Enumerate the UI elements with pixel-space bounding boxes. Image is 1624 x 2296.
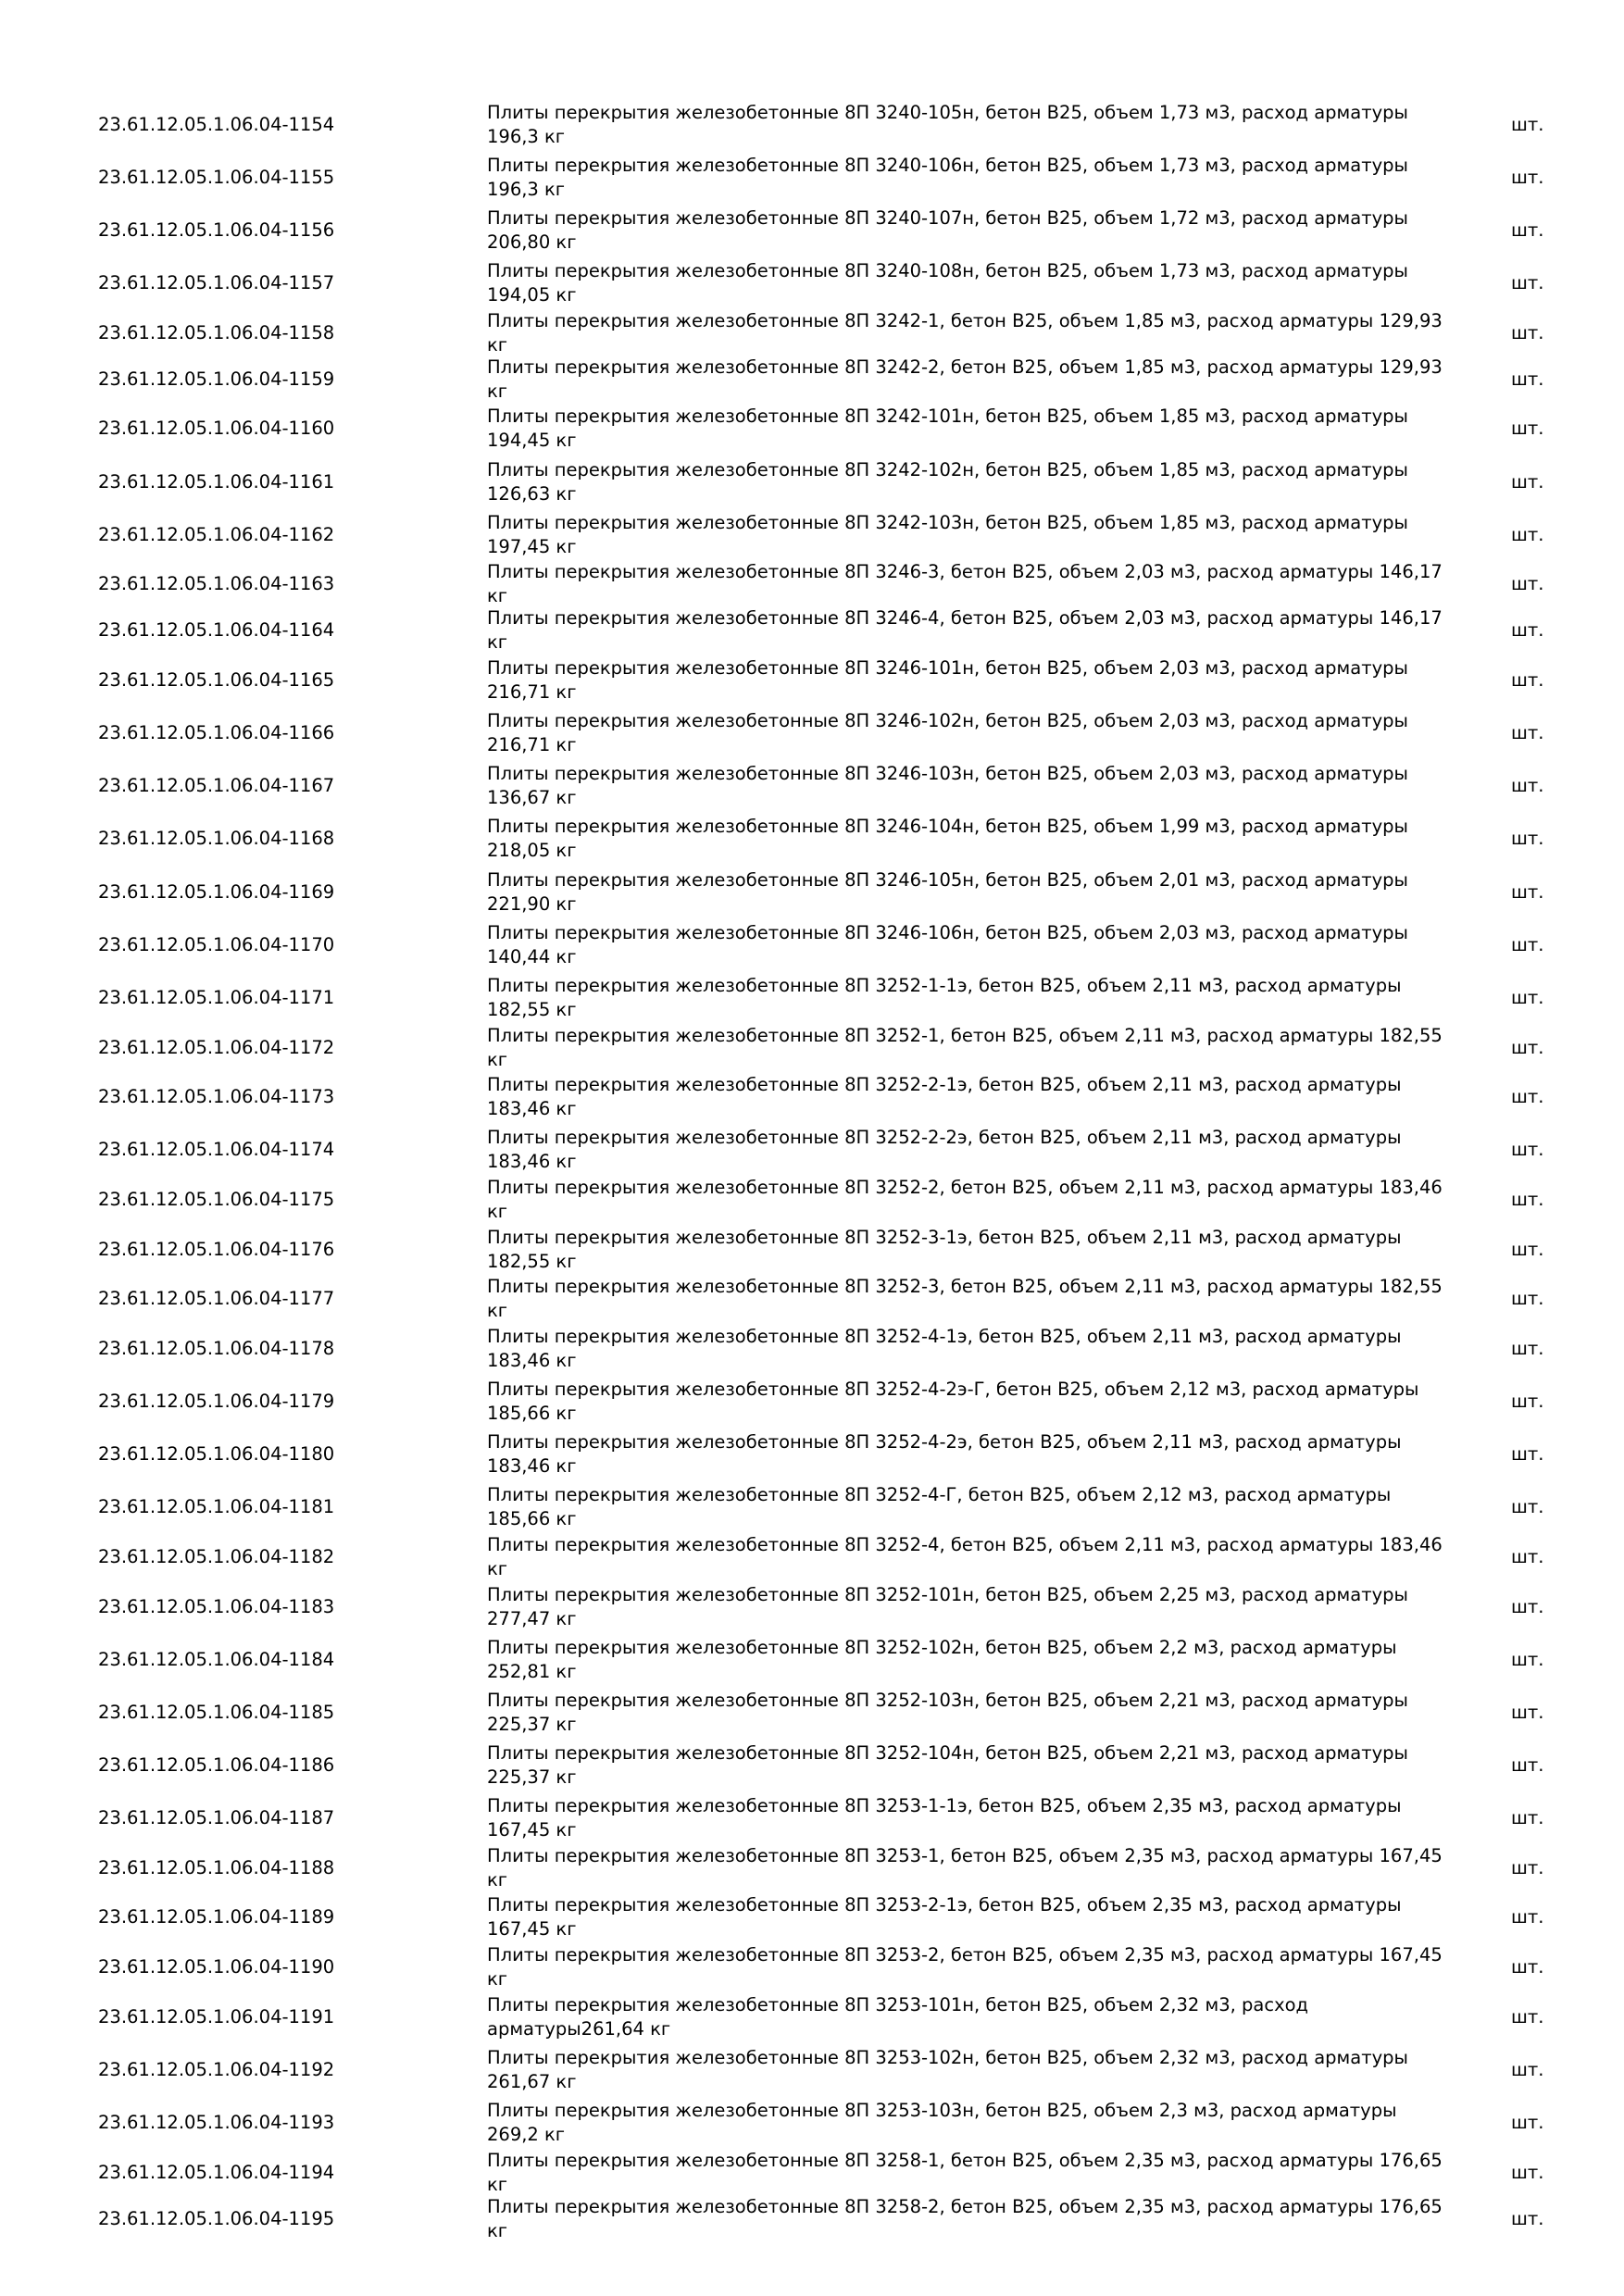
item-code: 23.61.12.05.1.06.04-1186 <box>98 1754 335 1777</box>
item-unit: шт. <box>1511 523 1544 545</box>
item-unit: шт. <box>1511 2058 1544 2080</box>
price-table <box>0 98 1624 2242</box>
item-unit: шт. <box>1511 828 1544 850</box>
item-code: 23.61.12.05.1.06.04-1181 <box>98 1496 335 1518</box>
item-code: 23.61.12.05.1.06.04-1190 <box>98 1956 335 1978</box>
item-description: Плиты перекрытия железобетонные 8П 3242-102н, бетон В25, объем 1,85 м3, расход арматуры 126,63 кг <box>487 458 1408 505</box>
table-row <box>0 2043 1624 2096</box>
item-unit: шт. <box>1511 668 1544 691</box>
table-row <box>0 1686 1624 1739</box>
item-code: 23.61.12.05.1.06.04-1185 <box>98 1701 335 1723</box>
item-code: 23.61.12.05.1.06.04-1169 <box>98 880 335 903</box>
item-code: 23.61.12.05.1.06.04-1188 <box>98 1856 335 1878</box>
item-description: Плиты перекрытия железобетонные 8П 3252-2-1э, бетон В25, объем 2,11 м3, расход арматуры 183,46 кг <box>487 1074 1402 1120</box>
table-row <box>0 654 1624 706</box>
item-description: Плиты перекрытия железобетонные 8П 3253-102н, бетон В25, объем 2,32 м3, расход арматуры 261,67 кг <box>487 2046 1408 2092</box>
item-unit: шт. <box>1511 2112 1544 2134</box>
item-description: Плиты перекрытия железобетонные 8П 3252-102н, бетон В25, объем 2,2 м3, расход арматуры 252,81 кг <box>487 1636 1397 1682</box>
item-description: Плиты перекрытия железобетонные 8П 3246-104н, бетон В25, объем 1,99 м3, расход арматуры 218,05 кг <box>487 816 1408 862</box>
item-unit: шт. <box>1511 1754 1544 1777</box>
item-description: Плиты перекрытия железобетонные 8П 3252-104н, бетон В25, объем 2,21 м3, расход арматуры 225,37 кг <box>487 1742 1408 1789</box>
item-code: 23.61.12.05.1.06.04-1189 <box>98 1906 335 1928</box>
item-unit: шт. <box>1511 1807 1544 1829</box>
item-code: 23.61.12.05.1.06.04-1156 <box>98 218 335 241</box>
item-description: Плиты перекрытия железобетонные 8П 3246-3, бетон В25, объем 2,03 м3, расход арматуры 146,17 кг <box>487 561 1443 607</box>
table-row <box>0 98 1624 151</box>
table-row <box>0 760 1624 813</box>
item-code: 23.61.12.05.1.06.04-1155 <box>98 166 335 188</box>
item-description: Плиты перекрытия железобетонные 8П 3246-102н, бетон В25, объем 2,03 м3, расход арматуры 216,71 кг <box>487 710 1408 756</box>
table-row <box>0 2150 1624 2196</box>
item-unit: шт. <box>1511 113 1544 135</box>
item-unit: шт. <box>1511 1595 1544 1617</box>
table-row <box>0 455 1624 508</box>
item-code: 23.61.12.05.1.06.04-1193 <box>98 2112 335 2134</box>
table-row <box>0 866 1624 918</box>
item-code: 23.61.12.05.1.06.04-1162 <box>98 523 335 545</box>
item-description: Плиты перекрытия железобетонные 8П 3252-101н, бетон В25, объем 2,25 м3, расход арматуры 277,47 кг <box>487 1583 1408 1629</box>
item-code: 23.61.12.05.1.06.04-1182 <box>98 1545 335 1567</box>
item-code: 23.61.12.05.1.06.04-1180 <box>98 1443 335 1466</box>
item-code: 23.61.12.05.1.06.04-1164 <box>98 619 335 642</box>
item-code: 23.61.12.05.1.06.04-1178 <box>98 1337 335 1359</box>
item-code: 23.61.12.05.1.06.04-1179 <box>98 1390 335 1412</box>
item-unit: шт. <box>1511 1906 1544 1928</box>
item-code: 23.61.12.05.1.06.04-1173 <box>98 1086 335 1108</box>
table-row <box>0 1429 1624 1481</box>
item-description: Плиты перекрытия железобетонные 8П 3253-101н, бетон В25, объем 2,32 м3, расход арматуры261,64 кг <box>487 1993 1309 2040</box>
table-row <box>0 971 1624 1024</box>
table-row <box>0 1534 1624 1580</box>
item-code: 23.61.12.05.1.06.04-1183 <box>98 1595 335 1617</box>
item-code: 23.61.12.05.1.06.04-1161 <box>98 470 335 493</box>
table-row <box>0 1944 1624 1990</box>
item-description: Плиты перекрытия железобетонные 8П 3240-106н, бетон В25, объем 1,73 м3, расход арматуры 196,3 кг <box>487 154 1408 200</box>
item-unit: шт. <box>1511 166 1544 188</box>
item-code: 23.61.12.05.1.06.04-1163 <box>98 573 335 595</box>
item-unit: шт. <box>1511 321 1544 343</box>
table-row <box>0 508 1624 561</box>
item-unit: шт. <box>1511 218 1544 241</box>
table-row <box>0 204 1624 256</box>
item-unit: шт. <box>1511 1238 1544 1260</box>
table-row <box>0 2196 1624 2242</box>
table-row <box>0 1071 1624 1124</box>
item-unit: шт. <box>1511 1545 1544 1567</box>
table-row <box>0 1740 1624 1792</box>
table-row <box>0 1375 1624 1428</box>
item-unit: шт. <box>1511 1443 1544 1466</box>
item-code: 23.61.12.05.1.06.04-1192 <box>98 2058 335 2080</box>
item-description: Плиты перекрытия железобетонные 8П 3240-108н, бетон В25, объем 1,73 м3, расход арматуры 194,05 кг <box>487 260 1408 306</box>
item-unit: шт. <box>1511 1337 1544 1359</box>
item-description: Плиты перекрытия железобетонные 8П 3252-1, бетон В25, объем 2,11 м3, расход арматуры 182,55 кг <box>487 1024 1443 1070</box>
item-unit: шт. <box>1511 1390 1544 1412</box>
item-description: Плиты перекрытия железобетонные 8П 3253-2-1э, бетон В25, объем 2,35 м3, расход арматуры 167,45 кг <box>487 1894 1402 1940</box>
item-description: Плиты перекрытия железобетонные 8П 3253-103н, бетон В25, объем 2,3 м3, расход арматуры 269,2 кг <box>487 2100 1397 2146</box>
table-row <box>0 1580 1624 1633</box>
item-description: Плиты перекрытия железобетонные 8П 3253-2, бетон В25, объем 2,35 м3, расход арматуры 167,45 кг <box>487 1944 1443 1990</box>
item-description: Плиты перекрытия железобетонные 8П 3252-2-2э, бетон В25, объем 2,11 м3, расход арматуры 183,46 кг <box>487 1127 1402 1173</box>
item-unit: шт. <box>1511 987 1544 1009</box>
item-description: Плиты перекрытия железобетонные 8П 3246-103н, бетон В25, объем 2,03 м3, расход арматуры 136,67 кг <box>487 763 1408 809</box>
item-description: Плиты перекрытия железобетонные 8П 3258-2, бетон В25, объем 2,35 м3, расход арматуры 176,65 кг <box>487 2195 1443 2241</box>
item-code: 23.61.12.05.1.06.04-1170 <box>98 933 335 955</box>
item-unit: шт. <box>1511 1648 1544 1670</box>
item-code: 23.61.12.05.1.06.04-1158 <box>98 321 335 343</box>
item-unit: шт. <box>1511 418 1544 440</box>
table-row <box>0 1891 1624 1944</box>
item-description: Плиты перекрытия железобетонные 8П 3240-105н, бетон В25, объем 1,73 м3, расход арматуры 196,3 кг <box>487 101 1408 147</box>
table-row <box>0 151 1624 204</box>
item-description: Плиты перекрытия железобетонные 8П 3246-105н, бетон В25, объем 2,01 м3, расход арматуры 221,90 кг <box>487 868 1408 915</box>
item-code: 23.61.12.05.1.06.04-1159 <box>98 368 335 390</box>
item-description: Плиты перекрытия железобетонные 8П 3258-1, бетон В25, объем 2,35 м3, расход арматуры 176,65 кг <box>487 2149 1443 2195</box>
item-code: 23.61.12.05.1.06.04-1167 <box>98 775 335 797</box>
item-description: Плиты перекрытия железобетонные 8П 3252-103н, бетон В25, объем 2,21 м3, расход арматуры 225,37 кг <box>487 1689 1408 1735</box>
item-description: Плиты перекрытия железобетонные 8П 3253-1-1э, бетон В25, объем 2,35 м3, расход арматуры 167,45 кг <box>487 1795 1402 1841</box>
table-row <box>0 1633 1624 1686</box>
table-row <box>0 707 1624 760</box>
item-code: 23.61.12.05.1.06.04-1160 <box>98 418 335 440</box>
item-code: 23.61.12.05.1.06.04-1177 <box>98 1288 335 1310</box>
item-code: 23.61.12.05.1.06.04-1195 <box>98 2207 335 2229</box>
table-row <box>0 1845 1624 1891</box>
item-unit: шт. <box>1511 368 1544 390</box>
table-row <box>0 1792 1624 1845</box>
table-row <box>0 310 1624 356</box>
item-unit: шт. <box>1511 775 1544 797</box>
item-code: 23.61.12.05.1.06.04-1171 <box>98 987 335 1009</box>
item-description: Плиты перекрытия железобетонные 8П 3242-103н, бетон В25, объем 1,85 м3, расход арматуры 197,45 кг <box>487 511 1408 557</box>
item-unit: шт. <box>1511 2207 1544 2229</box>
item-description: Плиты перекрытия железобетонные 8П 3252-4-1э, бетон В25, объем 2,11 м3, расход арматуры 183,46 кг <box>487 1325 1402 1371</box>
item-unit: шт. <box>1511 1496 1544 1518</box>
item-code: 23.61.12.05.1.06.04-1172 <box>98 1036 335 1058</box>
table-row <box>0 2096 1624 2149</box>
table-row <box>0 356 1624 403</box>
table-row <box>0 1276 1624 1322</box>
item-code: 23.61.12.05.1.06.04-1154 <box>98 113 335 135</box>
table-row <box>0 813 1624 866</box>
item-description: Плиты перекрытия железобетонные 8П 3246-4, бетон В25, объем 2,03 м3, расход арматуры 146,17 кг <box>487 607 1443 654</box>
table-row <box>0 1322 1624 1375</box>
item-unit: шт. <box>1511 1036 1544 1058</box>
item-description: Плиты перекрытия железобетонные 8П 3252-4, бетон В25, объем 2,11 м3, расход арматуры 183,46 кг <box>487 1533 1443 1579</box>
table-row <box>0 1124 1624 1177</box>
item-code: 23.61.12.05.1.06.04-1191 <box>98 2005 335 2028</box>
item-description: Плиты перекрытия железобетонные 8П 3242-2, бетон В25, объем 1,85 м3, расход арматуры 129,93 кг <box>487 356 1443 402</box>
table-row <box>0 918 1624 971</box>
item-unit: шт. <box>1511 1139 1544 1161</box>
item-description: Плиты перекрытия железобетонные 8П 3252-4-2э-Г, бетон В25, объем 2,12 м3, расход арматуры 185,66 кг <box>487 1378 1419 1424</box>
item-description: Плиты перекрытия железобетонные 8П 3246-101н, бетон В25, объем 2,03 м3, расход арматуры 216,71 кг <box>487 656 1408 703</box>
item-code: 23.61.12.05.1.06.04-1184 <box>98 1648 335 1670</box>
item-unit: шт. <box>1511 272 1544 294</box>
table-row <box>0 403 1624 455</box>
item-unit: шт. <box>1511 1189 1544 1210</box>
item-unit: шт. <box>1511 2161 1544 2183</box>
item-unit: шт. <box>1511 933 1544 955</box>
item-unit: шт. <box>1511 573 1544 595</box>
item-description: Плиты перекрытия железобетонные 8П 3252-1-1э, бетон В25, объем 2,11 м3, расход арматуры 182,55 кг <box>487 975 1402 1021</box>
table-row <box>0 1223 1624 1276</box>
item-code: 23.61.12.05.1.06.04-1166 <box>98 722 335 744</box>
table-row <box>0 561 1624 607</box>
item-code: 23.61.12.05.1.06.04-1176 <box>98 1238 335 1260</box>
table-row <box>0 1481 1624 1534</box>
item-unit: шт. <box>1511 1956 1544 1978</box>
item-unit: шт. <box>1511 1701 1544 1723</box>
item-code: 23.61.12.05.1.06.04-1168 <box>98 828 335 850</box>
item-unit: шт. <box>1511 880 1544 903</box>
item-unit: шт. <box>1511 1856 1544 1878</box>
item-unit: шт. <box>1511 2005 1544 2028</box>
item-code: 23.61.12.05.1.06.04-1165 <box>98 668 335 691</box>
item-description: Плиты перекрытия железобетонные 8П 3252-4-Г, бетон В25, объем 2,12 м3, расход арматуры 185,66 кг <box>487 1484 1392 1530</box>
item-unit: шт. <box>1511 470 1544 493</box>
item-code: 23.61.12.05.1.06.04-1174 <box>98 1139 335 1161</box>
item-unit: шт. <box>1511 1288 1544 1310</box>
item-description: Плиты перекрытия железобетонные 8П 3252-3, бетон В25, объем 2,11 м3, расход арматуры 182,55 кг <box>487 1276 1443 1322</box>
item-description: Плиты перекрытия железобетонные 8П 3246-106н, бетон В25, объем 2,03 м3, расход арматуры 140,44 кг <box>487 921 1408 967</box>
item-unit: шт. <box>1511 619 1544 642</box>
item-description: Плиты перекрытия железобетонные 8П 3252-2, бетон В25, объем 2,11 м3, расход арматуры 183,46 кг <box>487 1177 1443 1222</box>
item-code: 23.61.12.05.1.06.04-1187 <box>98 1807 335 1829</box>
table-row <box>0 1177 1624 1223</box>
item-code: 23.61.12.05.1.06.04-1175 <box>98 1189 335 1210</box>
item-unit: шт. <box>1511 722 1544 744</box>
item-description: Плиты перекрытия железобетонные 8П 3242-101н, бетон В25, объем 1,85 м3, расход арматуры 194,45 кг <box>487 406 1408 452</box>
item-description: Плиты перекрытия железобетонные 8П 3252-4-2э, бетон В25, объем 2,11 м3, расход арматуры 183,46 кг <box>487 1431 1402 1478</box>
item-code: 23.61.12.05.1.06.04-1157 <box>98 272 335 294</box>
item-code: 23.61.12.05.1.06.04-1194 <box>98 2161 335 2183</box>
item-description: Плиты перекрытия железобетонные 8П 3240-107н, бетон В25, объем 1,72 м3, расход арматуры 206,80 кг <box>487 206 1408 253</box>
item-description: Плиты перекрытия железобетонные 8П 3253-1, бетон В25, объем 2,35 м3, расход арматуры 167,45 кг <box>487 1844 1443 1890</box>
item-description: Плиты перекрытия железобетонные 8П 3252-3-1э, бетон В25, объем 2,11 м3, расход арматуры 182,55 кг <box>487 1226 1402 1272</box>
table-row <box>0 1025 1624 1071</box>
table-row <box>0 607 1624 654</box>
item-unit: шт. <box>1511 1086 1544 1108</box>
item-description: Плиты перекрытия железобетонные 8П 3242-1, бетон В25, объем 1,85 м3, расход арматуры 129,93 кг <box>487 309 1443 356</box>
table-row <box>0 257 1624 310</box>
table-row <box>0 1990 1624 2043</box>
